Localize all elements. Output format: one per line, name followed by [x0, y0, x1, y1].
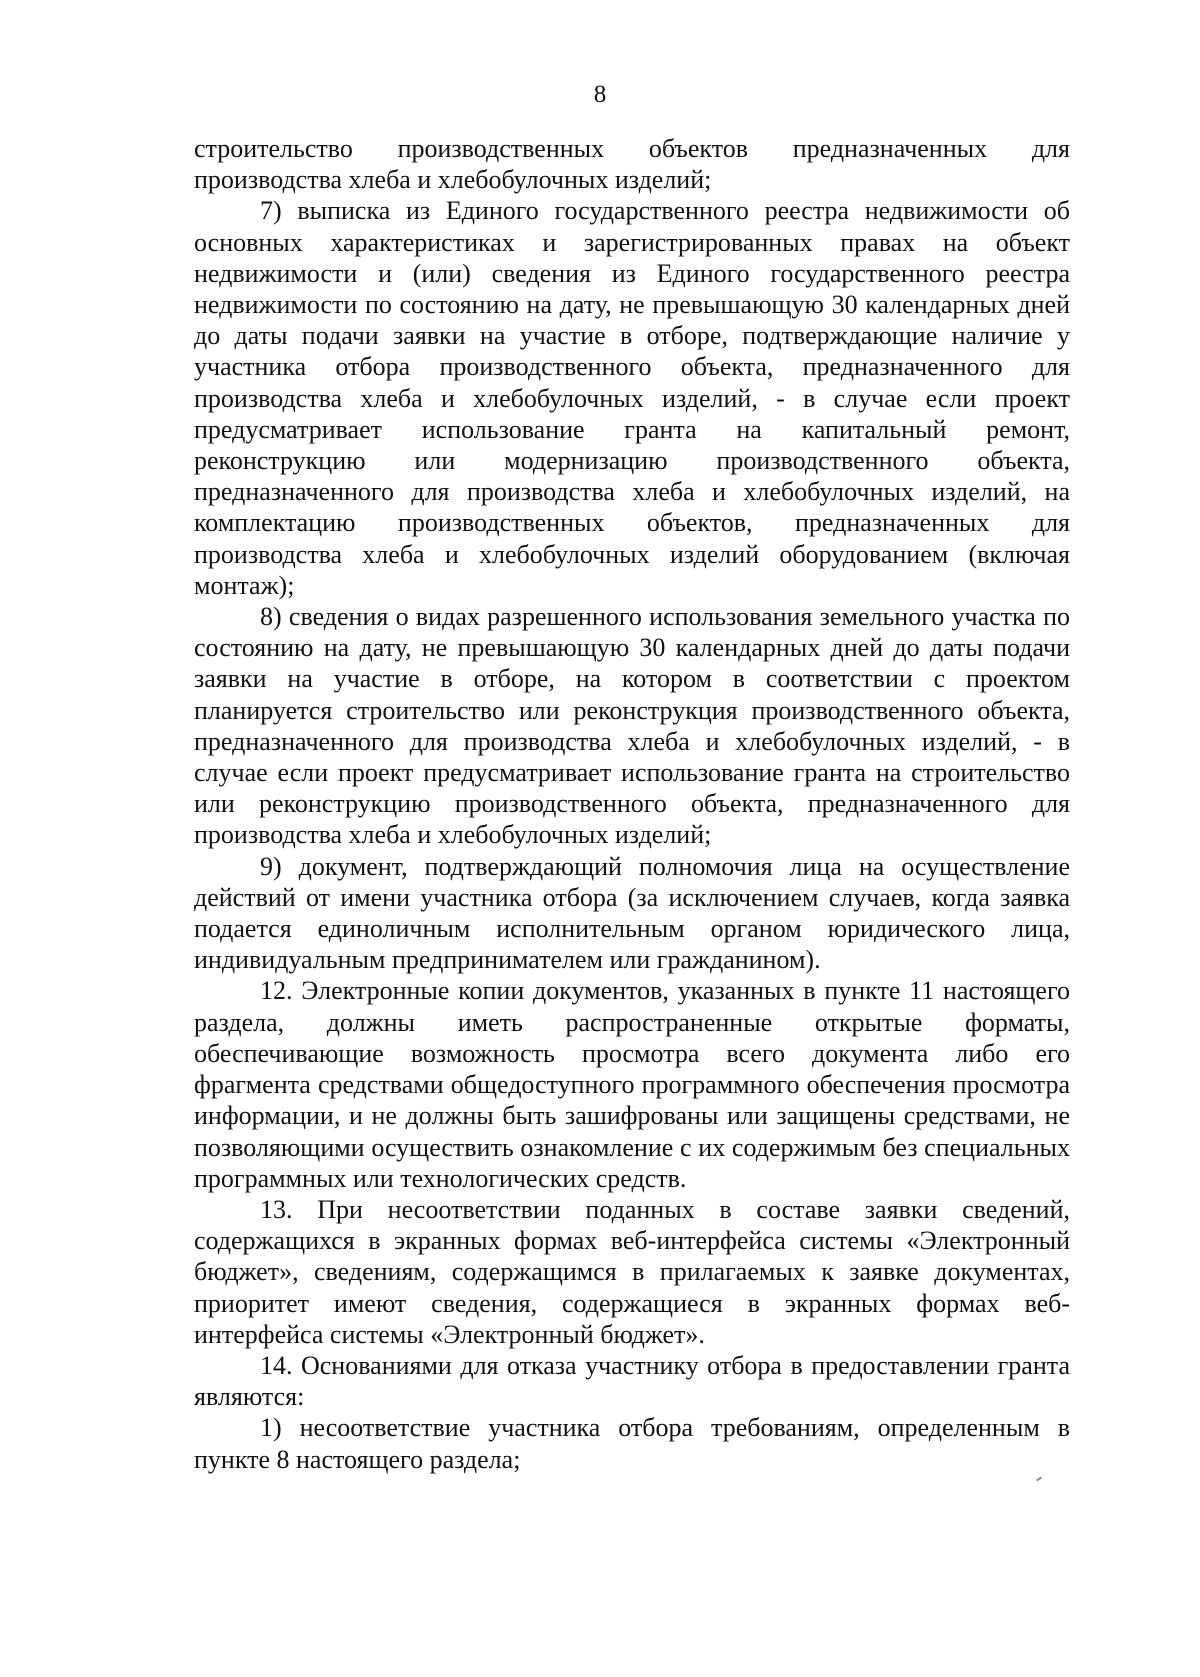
paragraph-item-7: 7) выписка из Единого государственного реестра недвижимости об основных характеристиках и зарегистрированных правах на объект недвижимости и (или) сведения из Единого государственного реестра недвижимости по состоянию на дату, не превышающую 30 календарных дней до даты подачи заявки на участие в отборе, подтверждающие наличие у участника отбора производственного объекта, предназначенного для производства хлеба и хлебобулочных изделий, - в случае если проект предусматривает использование гранта на капитальный ремонт, реконструкцию или модернизацию производственного объекта, предназначенного для производства хлеба и хлебобулочных изделий, на комплектацию производственных объектов, предназначенных для производства хлеба и хлебобулочных изделий оборудованием (включая монтаж);	[194, 196, 1070, 600]
paragraph-item-8: 8) сведения о видах разрешенного использования земельного участка по состоянию на дату, не превышающую 30 календарных дней до даты подачи заявки на участие в отборе, на котором в соответствии с проектом планируется строительство или реконструкция производственного объекта, предназначенного для производства хлеба и хлебобулочных изделий, - в случае если проект предусматривает использование гранта на строительство или реконструкцию производственного объекта, предназначенного для производства хлеба и хлебобулочных изделий;	[194, 602, 1070, 850]
paragraph-clause-14: 14. Основаниями для отказа участнику отбора в предоставлении гранта являются:	[194, 1350, 1070, 1412]
paragraph-clause-12: 12. Электронные копии документов, указанных в пункте 11 настоящего раздела, должны иметь распространенные открытые форматы, обеспечивающие возможность просмотра всего документа либо его фрагмента средствами общедоступного программного обеспечения просмотра информации, и не должны быть зашифрованы или защищены средствами, не позволяющими осуществить ознакомление с их содержимым без специальных программных или технологических средств.	[194, 976, 1070, 1193]
paragraph-item-9: 9) документ, подтверждающий полномочия лица на осуществление действий от имени участника отбора (за исключением случаев, когда заявка подается единоличным исполнительным органом юридического лица, индивидуальным предпринимателем или гражданином).	[194, 851, 1070, 975]
paragraph-clause-14-item-1: 1) несоответствие участника отбора требованиям, определенным в пункте 8 настоящего раздела;	[194, 1413, 1070, 1474]
paragraph-continuation: строительство производственных объектов предназначенных для производства хлеба и хлебобулочных изделий;	[194, 134, 1070, 195]
paragraph-clause-13: 13. При несоответствии поданных в составе заявки сведений, содержащихся в экранных формах веб-интерфейса системы «Электронный бюджет», сведениям, содержащимся в прилагаемых к заявке документах, приоритет имеют сведения, содержащиеся в экранных формах веб-интерфейса системы «Электронный бюджет».	[194, 1194, 1070, 1349]
page-number: 8	[593, 81, 607, 108]
document-body	[194, 133, 1070, 1475]
scan-speck	[1036, 1476, 1042, 1481]
